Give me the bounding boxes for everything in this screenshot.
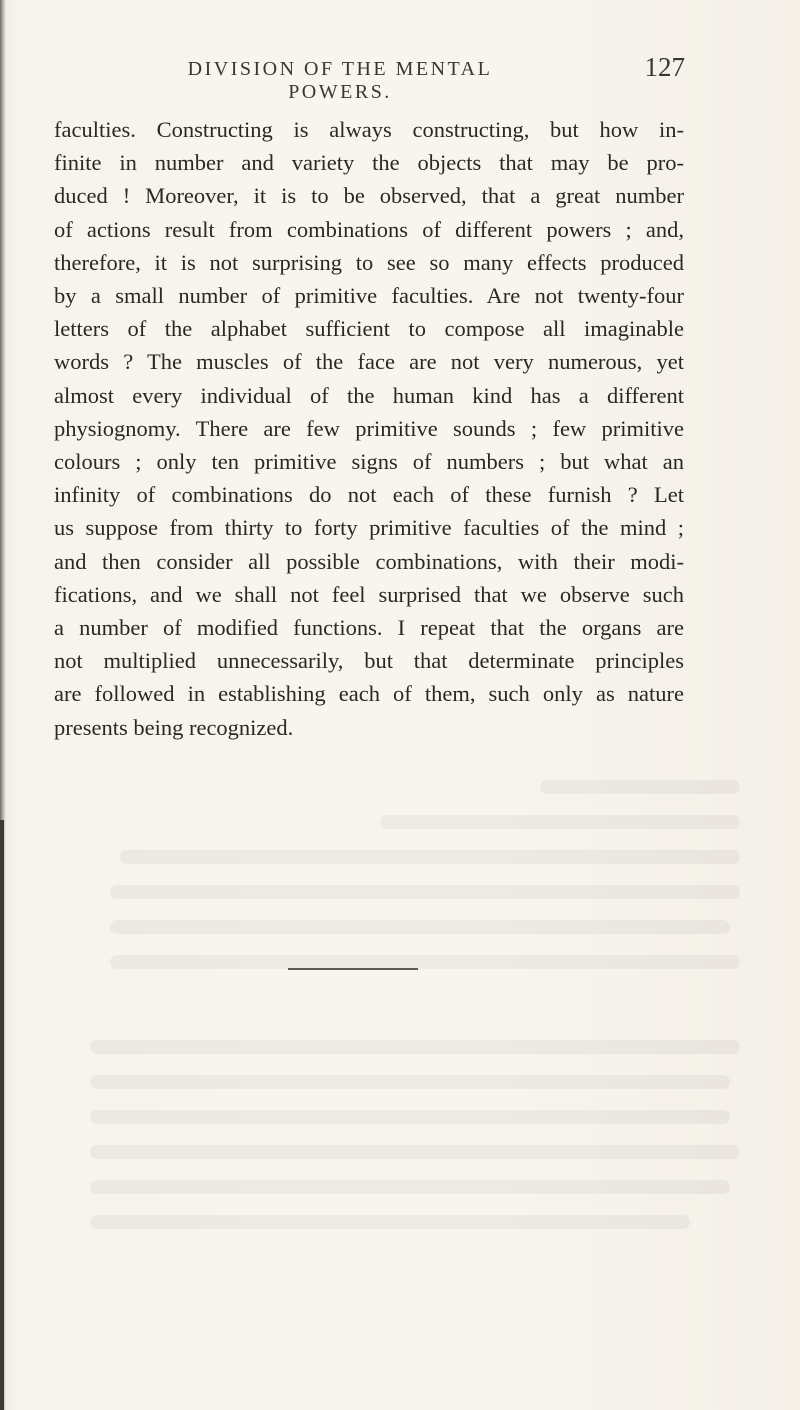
text-line: physiognomy. There are few primitive sounds ; few primitive — [54, 415, 684, 441]
text-line: fications, and we shall not feel surprised that we observe such — [54, 581, 684, 607]
text-line: presents being recognized. — [54, 714, 294, 740]
text-line: infinity of combinations do not each of these furnish ? Let — [54, 482, 684, 508]
text-line: colours ; only ten primitive signs of numbers ; but what an — [54, 449, 684, 475]
text-line: words ? The muscles of the face are not very numerous, yet — [54, 349, 684, 375]
text-line: almost every individual of the human kind has a different — [54, 382, 684, 408]
text-line: are followed in establishing each of them, such only as nature — [54, 681, 684, 707]
text-line: of actions result from combinations of different powers ; and, — [54, 216, 684, 242]
text-line: duced ! Moreover, it is to be observed, that a great number — [54, 183, 684, 209]
text-line: faculties. Constructing is always constructing, but how in- — [54, 117, 684, 142]
bleed-through-text — [0, 740, 800, 1300]
text-line: finite in number and variety the objects that may be pro- — [54, 150, 684, 176]
text-line: us suppose from thirty to forty primitive faculties of the mind ; — [54, 515, 684, 541]
page-number: 127 — [644, 52, 685, 82]
section-end-rule — [288, 968, 418, 970]
page-binding-shadow — [0, 820, 4, 1410]
text-line: by a small number of primitive faculties. Are not twenty-four — [54, 283, 684, 309]
running-head: DIVISION OF THE MENTAL POWERS. — [187, 58, 493, 103]
text-line: letters of the alphabet sufficient to compose all imaginable — [54, 316, 684, 342]
body-paragraph — [54, 113, 684, 744]
text-line: therefore, it is not surprising to see so many effects produced — [54, 249, 684, 275]
text-line: a number of modified functions. I repeat that the organs are — [54, 615, 684, 641]
text-line: and then consider all possible combinations, with their modi- — [54, 548, 684, 574]
text-line: not multiplied unnecessarily, but that determinate principles — [54, 648, 684, 674]
